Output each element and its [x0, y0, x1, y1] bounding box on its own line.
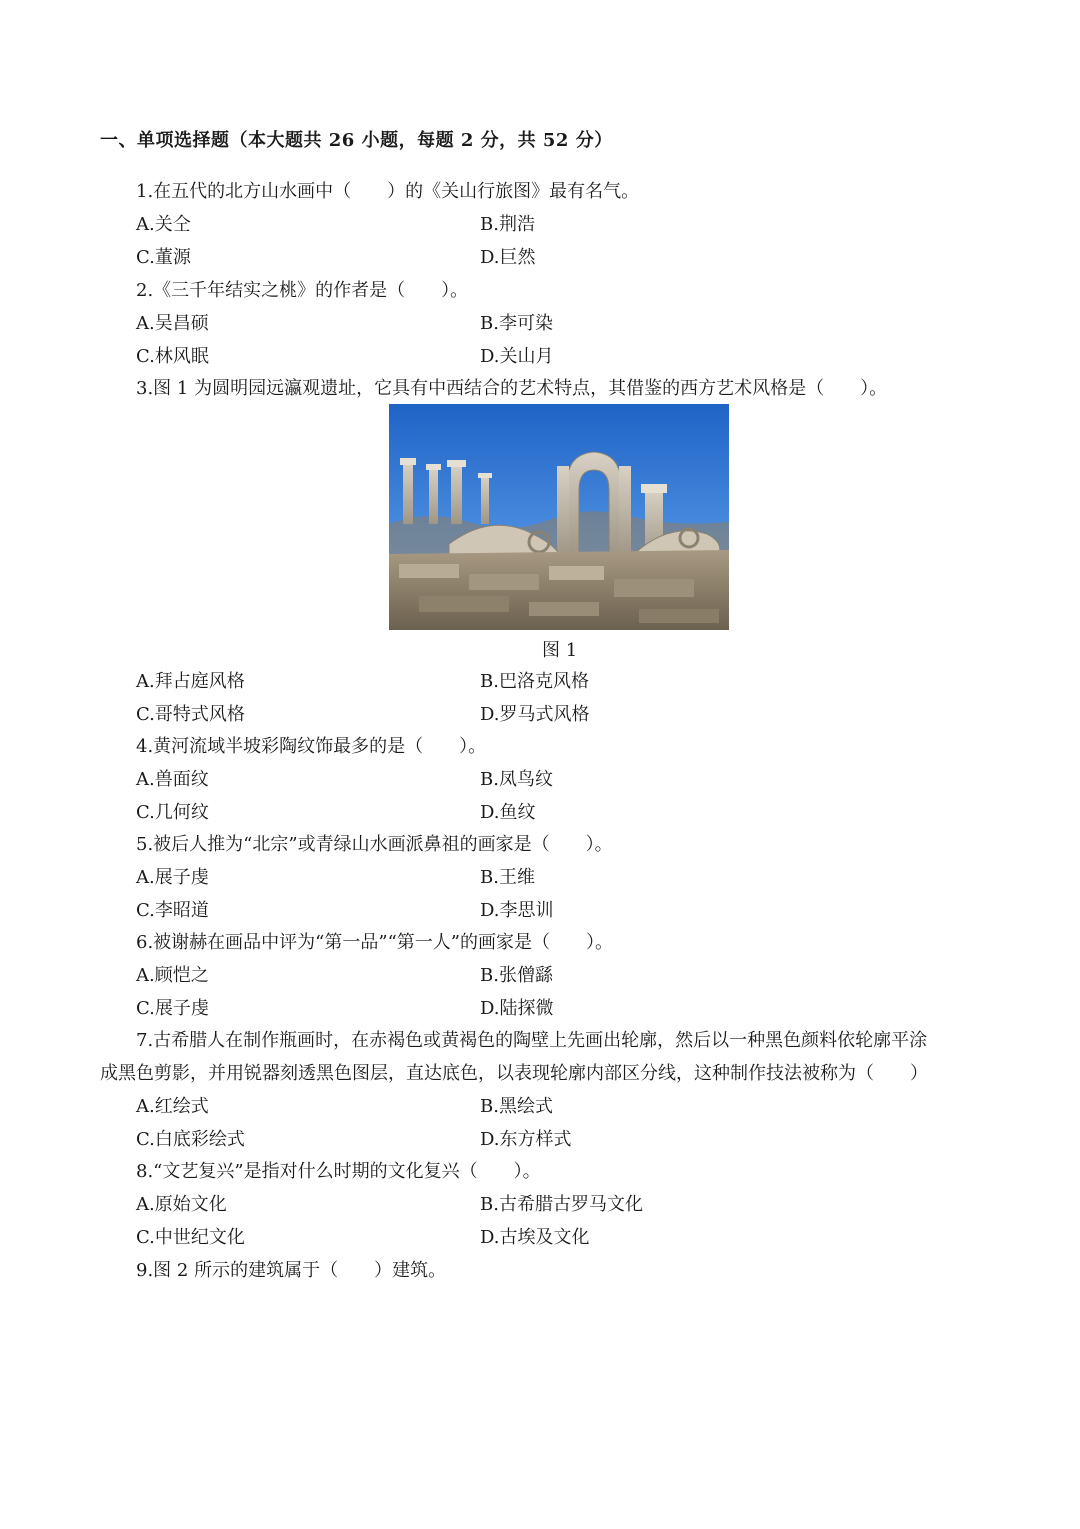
q8-option-a: A.原始文化 [136, 1194, 227, 1215]
q7-option-b: B.黑绘式 [480, 1096, 553, 1117]
q6-option-a: A.顾恺之 [136, 965, 209, 986]
question-3: 3.图 1 为圆明园远瀛观遗址，它具有中西结合的艺术特点，其借鉴的西方艺术风格是（ ）。 [136, 378, 888, 399]
question-1: 1.在五代的北方山水画中（ ）的《关山行旅图》最有名气。 [136, 181, 640, 202]
q5-option-b: B.王维 [480, 867, 535, 888]
q2-option-d: D.关山月 [480, 346, 554, 367]
question-9: 9.图 2 所示的建筑属于（ ）建筑。 [136, 1260, 447, 1281]
q1-option-a: A.关仝 [136, 214, 191, 235]
question-7: 7.古希腊人在制作瓶画时，在赤褐色或黄褐色的陶壁上先画出轮廓，然后以一种黑色颜料依轮廓平涂 [136, 1030, 928, 1051]
q3-option-a: A.拜占庭风格 [136, 671, 245, 692]
q7-option-c: C.白底彩绘式 [136, 1129, 245, 1150]
question-6: 6.被谢赫在画品中评为“第一品”“第一人”的画家是（ ）。 [136, 932, 613, 953]
q7-option-d: D.东方样式 [480, 1129, 572, 1150]
q3-option-c: C.哥特式风格 [136, 704, 245, 725]
q3-option-d: D.罗马式风格 [480, 704, 590, 725]
q8-option-b: B.古希腊古罗马文化 [480, 1194, 643, 1215]
question-4: 4.黄河流域半坡彩陶纹饰最多的是（ ）。 [136, 736, 487, 757]
q4-option-d: D.鱼纹 [480, 802, 536, 823]
question-8: 8.“文艺复兴”是指对什么时期的文化复兴（ ）。 [136, 1161, 541, 1182]
q5-option-a: A.展子虔 [136, 867, 209, 888]
section-title: 一、单项选择题（本大题共 26 小题，每题 2 分，共 52 分） [100, 130, 613, 151]
q1-option-c: C.董源 [136, 247, 191, 268]
q7-option-a: A.红绘式 [136, 1096, 209, 1117]
figure-1-ruins-photo [389, 404, 729, 630]
figure-1-caption: 图 1 [542, 640, 578, 661]
q1-option-b: B.荆浩 [480, 214, 535, 235]
question-7-continued: 成黑色剪影，并用锐器刻透黑色图层，直达底色，以表现轮廓内部区分线，这种制作技法被称为（ ） [100, 1063, 928, 1084]
question-2: 2.《三千年结实之桃》的作者是（ ）。 [136, 280, 469, 301]
q2-option-a: A.吴昌硕 [136, 313, 209, 334]
q6-option-b: B.张僧繇 [480, 965, 553, 986]
q4-option-a: A.兽面纹 [136, 769, 209, 790]
q1-option-d: D.巨然 [480, 247, 536, 268]
q2-option-b: B.李可染 [480, 313, 553, 334]
q5-option-d: D.李思训 [480, 900, 554, 921]
q4-option-b: B.凤鸟纹 [480, 769, 553, 790]
question-5: 5.被后人推为“北宗”或青绿山水画派鼻祖的画家是（ ）。 [136, 834, 613, 855]
q8-option-d: D.古埃及文化 [480, 1227, 590, 1248]
q5-option-c: C.李昭道 [136, 900, 209, 921]
q3-option-b: B.巴洛克风格 [480, 671, 589, 692]
q4-option-c: C.几何纹 [136, 802, 209, 823]
q6-option-d: D.陆探微 [480, 998, 554, 1019]
q6-option-c: C.展子虔 [136, 998, 209, 1019]
q2-option-c: C.林风眠 [136, 346, 209, 367]
q8-option-c: C.中世纪文化 [136, 1227, 245, 1248]
